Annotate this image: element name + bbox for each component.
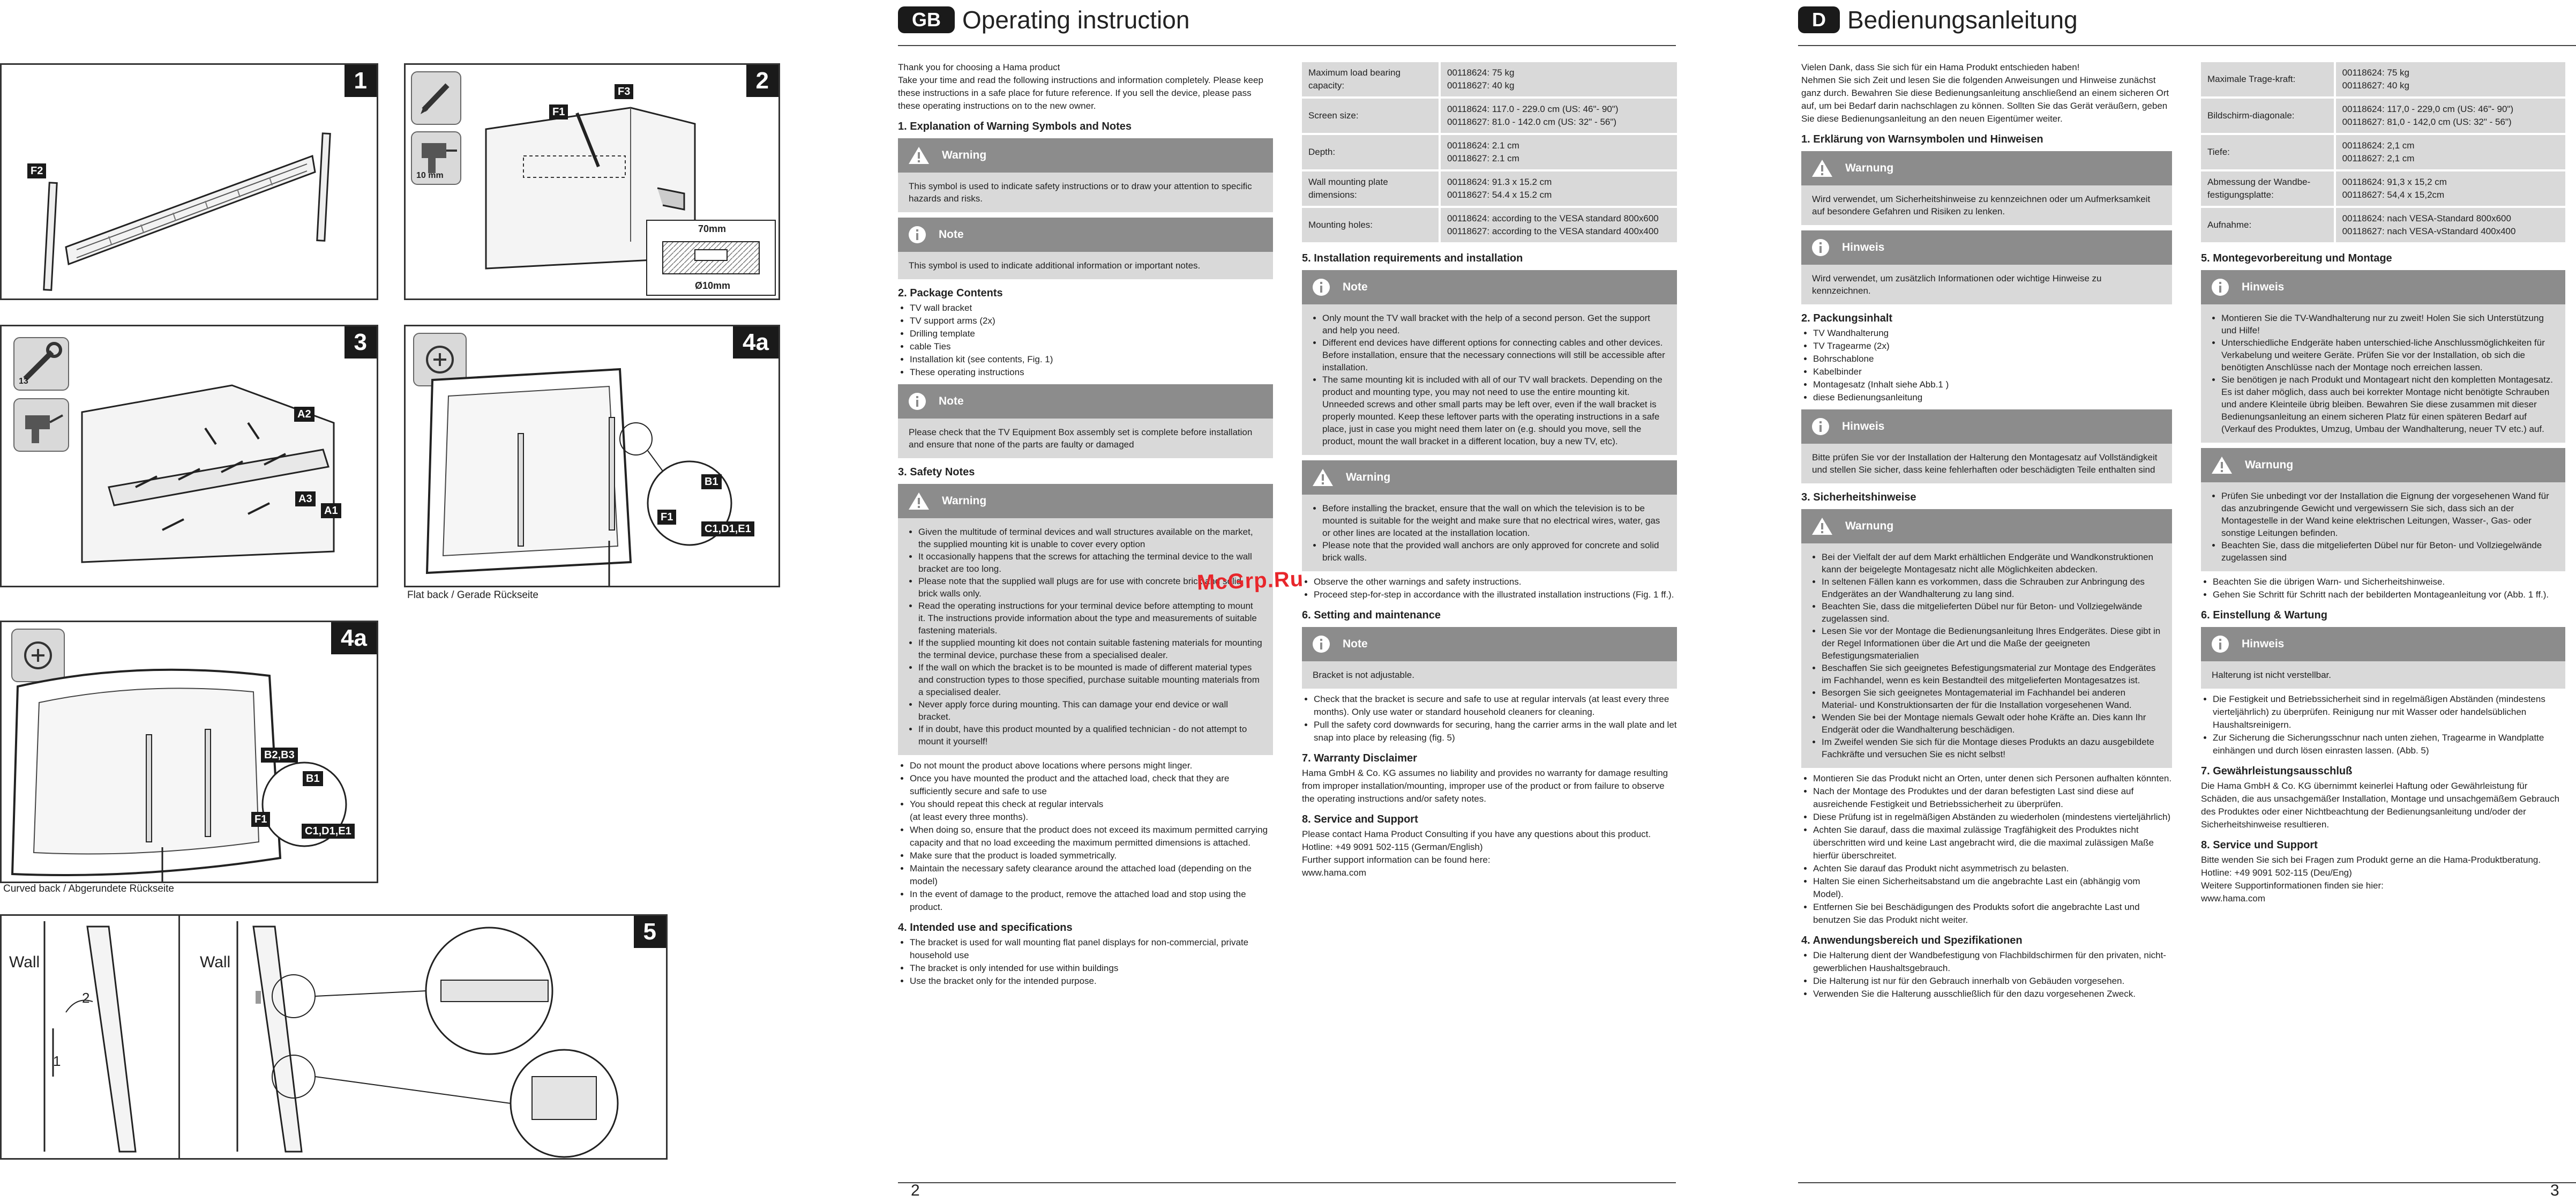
note-box [1801,409,2172,483]
section-heading: 6. Setting and maintenance [1302,609,1441,621]
info-icon [2211,278,2230,297]
warning-icon [908,146,930,165]
list-item: • Observe the other warnings and safety instructions. [1314,576,1677,588]
safety-warning-list [1812,551,2161,760]
spec-key: Mounting holes: [1302,208,1441,242]
figure-number: 1 [345,65,377,97]
part-label-f1: F1 [549,104,568,120]
warning-label: Warning [942,495,987,507]
curved-back-caption: Curved back / Abgerundete Rückseite [3,883,174,894]
table-row [2201,171,2565,206]
warning-icon [1811,517,1833,536]
install-note-list [1313,312,1666,447]
list-item: • Check that the bracket is secure and safe to use at regular intervals (at least every three months). Only use water or standard household cleaners for cleaning. [1314,693,1677,719]
warning-icon [2211,456,2233,475]
list-item: • Beachten Sie, dass die mitgelieferten Dübel nur für Beton- und Vollziegelwände zugelassen sind. [1822,600,2161,625]
spec-value: 00118624: nach VESA-Standard 800x600 [2342,213,2511,223]
list-item: • It occasionally happens that the screws for attaching the terminal device to the wall bracket are too long. [918,550,1262,575]
list-item: • The bracket is used for wall mounting flat panel displays for non-commercial, private household use [910,936,1273,962]
list-item: • Given the multitude of terminal devices and wall structures available on the market, the supplied mounting kit is unable to cover every option [918,526,1262,550]
note-box [2201,270,2565,443]
spec-value: 00118624: 117.0 - 229.0 cm (US: 46"- 90") [1447,104,1619,114]
table-row [1302,208,1677,242]
service-text: Please contact Hama Product Consulting if you have any questions about this product. Hotline: +49 9091 502-115 (German/English) Further support information can be found here: www.hama.com [1302,829,1651,878]
note-label: Note [1343,638,1368,650]
list-item: • The bracket is only intended for use within buildings [910,962,1273,975]
figure-2 [404,63,780,300]
list-item: • TV Wandhalterung [1813,327,2172,340]
note-text: This symbol is used to indicate additional information or important notes. [898,252,1273,279]
info-icon [908,225,927,244]
header-rule [1798,45,2576,46]
warning-label: Warnung [2245,459,2294,471]
list-item: • Please note that the provided wall anchors are only approved for concrete and solid brick walls. [1322,539,1666,564]
figure-number: 3 [345,326,377,359]
section-heading: 3. Safety Notes [898,466,975,478]
page-title: Bedienungsanleitung [1847,6,2078,34]
de-left-column [1801,61,2172,1005]
page-number: 3 [2550,1182,2559,1199]
section-heading: 8. Service und Support [2201,839,2318,851]
note-box [1302,270,1677,455]
section-heading: 4. Anwendungsbereich und Spezifikationen [1801,935,2023,946]
section-heading: 5. Installation requirements and installation [1302,252,1523,264]
wall-drilling-drawing [406,65,778,298]
note-text: Wird verwendet, um zusätzlich Informationen oder wichtige Hinweise zu kennzeichnen. [1801,265,2172,304]
note-label: Hinweis [2242,638,2285,650]
note-text: Bracket is not adjustable. [1302,661,1677,689]
warranty-text: Die Hama GmbH & Co. KG übernimmt keinerlei Haftung oder Gewährleistung für Schäden, die aus unsachgemäßer Installation, Montage und unsachgemäßem Gebrauch des Produktes oder einer Nichtbeachtung der Bedienungsanleitung und/oder der Sicherheitshinweise resultieren. [2201,781,2560,830]
list-item: • Gehen Sie Schritt für Schritt nach der bebilderten Montageanleitung vor (Abb. 1 ff.). [2213,588,2565,601]
table-row [2201,135,2565,169]
list-item: • diese Bedienungsanleitung [1813,391,2172,404]
list-item: • Only mount the TV wall bracket with the help of a second person. Get the support and help you need. [1322,312,1666,337]
list-item: • Die Festigkeit und Betriebssicherheit sind in regelmäßigen Abständen (mindestens vierteljährlich) zu überprüfen. Reinigung nur mit Wasser oder handelsüblichen Haushaltsreinigern. [2213,693,2565,731]
warning-box [898,138,1273,212]
section-heading: 7. Warranty Disclaimer [1302,752,1417,764]
language-badge: D [1798,6,1840,33]
note-label: Note [939,228,964,241]
warning-box [1302,460,1677,571]
part-label-a1: A1 [321,503,341,518]
warning-icon [1811,159,1833,178]
note-label: Hinweis [1842,420,1885,432]
part-label-b2-b3: B2,B3 [261,748,298,763]
info-icon [908,392,927,411]
table-row [2201,208,2565,242]
spec-value: 00118624: 117,0 - 229,0 cm (US: 46"- 90") [2342,104,2514,114]
list-item: • These operating instructions [910,366,1273,379]
figure-number: 5 [634,916,666,948]
part-label-f2: F2 [27,163,46,178]
section-heading: 6. Einstellung & Wartung [2201,609,2327,621]
drill-bit-size: 10 mm [416,171,444,180]
figure-5 [0,914,668,1160]
wall-label: Wall [9,953,40,971]
list-item: • Use the bracket only for the intended purpose. [910,975,1273,988]
note-text: Bitte prüfen Sie vor der Installation der Halterung den Montagesatz auf Vollständigkeit und stellen Sie sicher, dass keine fehlerhaften oder beschädigten Teile enthalten sind [1801,444,2172,483]
service-text: Bitte wenden Sie sich bei Fragen zum Produkt gerne an die Hama-Produktberatung. Hotline: +49 9091 502-115 (Deu/Eng) Weitere Supportinformationen finden sie hier: www.hama.com [2201,855,2541,904]
list-item: • If the supplied mounting kit does not contain suitable fastening materials for mounting the terminal device, purchase these from a specialised dealer. [918,637,1262,661]
note-label: Hinweis [2242,281,2285,293]
install-warning-list [2212,490,2555,564]
table-row [1302,171,1677,206]
maintenance-list [2201,693,2565,757]
step-label-2: 2 [82,990,90,1006]
part-label-a2: A2 [294,407,314,422]
footer-rule [1798,1182,2576,1183]
figure-4a-flat [404,325,780,587]
spec-value: 00118624: 75 kg [1447,68,1515,78]
list-item: • Die Halterung ist nur für den Gebrauch innerhalb von Gebäuden vorgesehen. [1813,975,2172,988]
list-item: • Die Halterung dient der Wandbefestigung von Flachbildschirmen für den privaten, nicht-gewerblichen Haushaltsgebrauch. [1813,949,2172,975]
list-item: • Never apply force during mounting. This can damage your end device or wall bracket. [918,698,1262,723]
gb-page-title [898,5,1189,34]
list-item: • If in doubt, have this product mounted by a qualified technician - do not attempt to mount it yourself! [918,723,1262,748]
warning-label: Warnung [1845,162,1894,174]
section-heading: 7. Gewährleistungsausschluß [2201,765,2353,777]
mounting-plate-drawing [2,326,377,586]
figure-3 [0,325,378,587]
list-item: • Proceed step-for-step in accordance with the illustrated installation instructions (Fig. 1 ff.). [1314,588,1677,601]
spec-value: 00118624: 91,3 x 15,2 cm [2342,177,2447,187]
note-box [1801,230,2172,304]
maintenance-list [1302,693,1677,744]
note-label: Hinweis [1842,241,1885,253]
list-item: • You should repeat this check at regular intervals (at least every three months). [910,798,1273,824]
list-item: • In the event of damage to the product, remove the attached load and stop using the product. [910,888,1273,914]
intro-text: Thank you for choosing a Hama product Take your time and read the following instructions and information completely. Please keep these instructions in a safe place for future reference. If you sell the device, please pass these operating instructions on to the new owner. [898,62,1263,111]
spec-value: 00118627: according to the VESA standard 400x400 [1447,226,1659,236]
package-contents-list [1801,327,2172,404]
note-label: Note [1343,281,1368,293]
intended-use-list [898,936,1273,988]
spec-value: 00118624: 2,1 cm [2342,140,2415,151]
list-item: • Installation kit (see contents, Fig. 1) [910,353,1273,366]
list-item: • Im Zweifel wenden Sie sich für die Montage dieses Produkts an dazu ausgebildete Fachkräfte und versuchen Sie es nicht selbst! [1822,736,2161,760]
warning-text: Wird verwendet, um Sicherheitshinweise zu kennzeichnen oder um Aufmerksamkeit auf besondere Gefahren und Risiken zu lenken. [1801,185,2172,225]
gb-right-column [1302,60,1677,882]
section-heading: 3. Sicherheitshinweise [1801,491,1916,503]
section-heading: 2. Package Contents [898,287,1003,299]
list-item: • Montieren Sie das Produkt nicht an Orten, unter denen sich Personen aufhalten könnten. [1813,772,2172,785]
tv-back-curved-drawing [2,622,377,882]
list-item: • Maintain the necessary safety clearance around the attached load (depending on the model) [910,862,1273,888]
list-item: • Beschaffen Sie sich geeignetes Befestigungsmaterial zur Montage des Endgerätes im Fachhandel, wenn es kein Bestandteil des mitgelieferten Montagesatzes ist. [1822,662,2161,686]
part-label-f1: F1 [251,812,270,827]
list-item: • Besorgen Sie sich geeignetes Montagematerial im Fachhandel bei anderen Material- und Konstruktionsarten der für die Installation vorgesehenen Wand. [1822,686,2161,711]
list-item: • Montieren Sie die TV-Wandhalterung nur zu zweit! Holen Sie sich Unterstützung und Hilfe! [2221,312,2555,337]
warning-box [898,484,1273,755]
warning-icon [1312,468,1334,487]
section-heading: 2. Packungsinhalt [1801,312,1893,324]
spec-value: 00118624: 75 kg [2342,68,2410,78]
flat-back-caption: Flat back / Gerade Rückseite [407,589,538,601]
spec-value: 00118624: 91.3 x 15.2 cm [1447,177,1552,187]
note-box [898,384,1273,458]
list-item: • When doing so, ensure that the product does not exceed its maximum permitted carrying capacity and that no load exceeding the maximum permitted dimensions is attached. [910,824,1273,849]
figure-number: 2 [746,65,778,97]
specifications-table [2201,60,2565,244]
dimension-diameter: Ø10mm [695,280,731,291]
figure-4a-curved [0,621,378,883]
table-row [1302,62,1677,96]
list-item: • TV support arms (2x) [910,315,1273,327]
spec-key: Maximum load bearing capacity: [1302,62,1441,96]
figure-1 [0,63,378,300]
dimension-width: 70mm [698,223,727,234]
spec-value: 00118627: 54,4 x 15,2cm [2342,190,2445,200]
hanging-arms-drawing [2,916,666,1158]
safety-warning-list [909,526,1262,748]
spec-value: 00118624: 2.1 cm [1447,140,1519,151]
part-label-f3: F3 [615,84,633,99]
spec-value: 00118627: 2.1 cm [1447,153,1519,163]
specifications-table [1302,60,1677,244]
language-badge: GB [898,6,955,33]
note-box [898,218,1273,279]
spec-value: 00118627: 54.4 x 15.2 cm [1447,190,1552,200]
spec-value: 00118627: 40 kg [1447,80,1515,91]
spec-key: Aufnahme: [2201,208,2336,242]
info-icon [2211,634,2230,654]
spec-value: 00118627: 81,0 - 142,0 cm (US: 32" - 56") [2342,117,2512,127]
list-item: • Drilling template [910,327,1273,340]
list-item: • Different end devices have different options for connecting cables and other devices. Before installation, ensure that the necessary connections will still be accessible after installation. [1322,337,1666,374]
safety-list [1801,772,2172,927]
part-label-a3: A3 [295,491,316,506]
intended-use-list [1801,949,2172,1001]
section-heading: 1. Erklärung von Warnsymbolen und Hinweisen [1801,133,2043,145]
page-number: 2 [911,1182,920,1199]
list-item: • Halten Sie einen Sicherheitsabstand um die angebrachte Last ein (abhängig vom Model). [1813,875,2172,901]
section-heading: 8. Service and Support [1302,813,1418,825]
gb-left-column [898,61,1273,992]
warning-label: Warnung [1845,520,1894,532]
section-heading: 1. Explanation of Warning Symbols and Notes [898,121,1132,132]
note-text: Please check that the TV Equipment Box assembly set is complete before installation and ensure that none of the parts are faulty or damaged [898,419,1273,458]
warning-box [2201,448,2565,571]
list-item: • Achten Sie darauf das Produkt nicht asymmetrisch zu belasten. [1813,862,2172,875]
note-label: Note [939,395,964,407]
note-text: Halterung ist nicht verstellbar. [2201,661,2565,689]
list-item: • Pull the safety cord downwards for securing, hang the carrier arms in the wall plate and let snap into place by releasing (fig. 5) [1314,719,1677,744]
spec-value: 00118627: nach VESA-vStandard 400x400 [2342,226,2516,236]
list-item: • Lesen Sie vor der Montage die Bedienungsanleitung Ihres Endgerätes. Diese gibt in der Regel Informationen über die Art und die Maße der geeigneten Befestigungsmaterialien [1822,625,2161,662]
list-item: • Verwenden Sie die Halterung ausschließlich für den dazu vorgesehenen Zweck. [1813,988,2172,1001]
list-item: • Zur Sicherung die Sicherungsschnur nach unten ziehen, Tragearme in Wandplatte einhängen und durch lösen einrasten lassen. (Abb. 5) [2213,731,2565,757]
warning-label: Warning [942,149,987,161]
info-icon [1811,238,1830,257]
list-item: • Beachten Sie, dass die mitgelieferten Dübel nur für Beton- und Vollziegelwände zugelassen sind [2221,539,2555,564]
list-item: • Beachten Sie die übrigen Warn- und Sicherheitshinweise. [2213,576,2565,588]
page-title: Operating instruction [962,6,1190,34]
header-rule [898,45,1676,46]
safety-list [898,759,1273,914]
part-label-f1: F1 [657,510,676,525]
list-item: • Montagesatz (Inhalt siehe Abb.1 ) [1813,378,2172,391]
list-item: • TV wall bracket [910,302,1273,315]
spec-value: 00118627: 81.0 - 142.0 cm (US: 32" - 56") [1447,117,1617,127]
list-item: • Do not mount the product above locations where persons might linger. [910,759,1273,772]
list-item: • Once you have mounted the product and the attached load, check that they are sufficiently secure and safe to use [910,772,1273,798]
de-page-title [1798,5,2078,34]
list-item: • Read the operating instructions for your terminal device before attempting to mount it. The instructions provide information about the type and measurements of suitable fastening materials. [918,600,1262,637]
spec-key: Tiefe: [2201,135,2336,169]
figure-number: 4a [733,326,778,359]
list-item: • Wenden Sie bei der Montage niemals Gewalt oder hohe Kräfte an. Dies kann Ihr Endgerät oder die Wandhalterung beschädigen. [1822,711,2161,736]
part-label-c1-d1-e1: C1,D1,E1 [302,824,355,839]
list-item: • Make sure that the product is loaded symmetrically. [910,849,1273,862]
list-item: • Diese Prüfung ist in regelmäßigen Abständen zu wiederholen (mindestens vierteljährlich) [1813,811,2172,824]
install-warning-list [1313,502,1666,564]
warning-label: Warning [1346,471,1391,483]
table-row [1302,135,1677,169]
wall-plate-drawing [2,65,377,298]
list-item: • Sie benötigen je nach Produkt und Montageart nicht den kompletten Montagesatz. Es ist daher möglich, dass auch bei korrekter Montage nicht benötigte Schrauben und andere Kleinteile übrig bleiben. Bewahren Sie diese zusammen mit dieser Bedienungsanleitung an einem sicheren Platz für einen späteren Bedarf auf (Verkauf des Produktes, Umzug, Umbau der Wandhalterung, neuer TV etc.) auf. [2221,374,2555,435]
table-row [1302,99,1677,133]
list-item: • Achten Sie darauf, dass die maximal zulässige Tragfähigkeit des Produktes nicht überschritten wird und keine Last angebracht wird, die die maximal zulässigen Maße hierfür überschreitet. [1813,824,2172,862]
table-row [2201,99,2565,133]
list-item: • Bei der Vielfalt der auf dem Markt erhältlichen Endgeräte und Wandkonstruktionen kann der beigelegte Montagesatz nicht alle Möglichkeiten abdecken. [1822,551,2161,576]
list-item: • TV Tragearme (2x) [1813,340,2172,353]
tv-back-flat-drawing [406,326,778,586]
spec-key: Wall mounting plate dimensions: [1302,171,1441,206]
spec-key: Screen size: [1302,99,1441,133]
list-item: • Before installing the bracket, ensure that the wall on which the television is to be mounted is suitable for the weight and make sure that no electrical wires, water, gas or other lines are located at the installation location. [1322,502,1666,539]
table-row [2201,62,2565,96]
package-contents-list [898,302,1273,379]
footer-rule [898,1182,1676,1183]
warranty-text: Hama GmbH & Co. KG assumes no liability and provides no warranty for damage resulting from improper installation/mounting, improper use of the product or from failure to observe the operating instructions and/or safety notes. [1302,768,1668,804]
intro-text: Vielen Dank, dass Sie sich für ein Hama Produkt entschieden haben! Nehmen Sie sich Zeit und lesen Sie die folgenden Anweisungen und Hinweise zunächst ganz durch. Bewahren Sie diese Bedienungsanleitung anschließend an einem sicheren Ort auf, um bei Bedarf darin nachschlagen zu können. Sollten Sie das Gerät veräußern, geben Sie diese Bedienungsanleitung an den neuen Eigentümer weiter. [1801,62,2169,124]
spec-value: 00118627: 2,1 cm [2342,153,2415,163]
spec-key: Abmessung der Wandbe-festigungsplatte: [2201,171,2336,206]
watermark: McGrp.Ru [1196,567,1304,595]
spec-key: Depth: [1302,135,1441,169]
wrench-size: 13 [19,377,28,386]
list-item: • Kabelbinder [1813,365,2172,378]
list-item: • The same mounting kit is included with all of our TV wall brackets. Depending on the product and mounting type, you may not need to use the entire mounting kit. Unneeded screws and other small parts may be left over, even if the wall bracket is properly mounted. Keep these leftover parts with the operating instructions in a safe place, just in case you might need them later on (e.g. should you move, sell the product, mount the wall bracket in a different location, buy a new TV, etc). [1322,374,1666,447]
warning-text: This symbol is used to indicate safety instructions or to draw your attention to specific hazards and risks. [898,173,1273,212]
list-item: • In seltenen Fällen kann es vorkommen, dass die Schrauben zur Anbringung des Endgerätes an der Wandhalterung zu lang sind. [1822,576,2161,600]
warning-box [1801,509,2172,768]
list-item: • cable Ties [910,340,1273,353]
info-icon [1811,417,1830,436]
figure-number: 4a [331,622,377,654]
step-label-1: 1 [53,1053,61,1069]
section-heading: 4. Intended use and specifications [898,922,1073,934]
warning-box [1801,151,2172,225]
part-label-b1: B1 [701,474,722,489]
info-icon [1312,634,1331,654]
list-item: • Prüfen Sie unbedingt vor der Installation die Eignung der vorgesehenen Wand für das anzubringende Gewicht und vergewissern Sie sich, dass sich an der Montagestelle in der Wand keine elektrischen Leitungen, Wasser-, Gas- oder sonstige Leitungen befinden. [2221,490,2555,539]
install-list [2201,576,2565,601]
part-label-b1: B1 [303,771,323,786]
info-icon [1312,278,1331,297]
section-heading: 5. Montegevorbereitung und Montage [2201,252,2392,264]
note-box [1302,627,1677,689]
de-right-column [2201,60,2565,907]
list-item: • Bohrschablone [1813,353,2172,365]
list-item: • Nach der Montage des Produktes und der daran befestigten Last sind diese auf ausreichende Festigkeit und Betriebssicherheit zu überprüfen. [1813,785,2172,811]
part-label-c1-d1-e1: C1,D1,E1 [701,521,754,536]
install-list [1302,576,1677,601]
list-item: • Unterschiedliche Endgeräte haben unterschied-liche Anschlussmöglichkeiten für Verkabelung und weitere Geräte. Prüfen Sie vor der Installation, ob sich die benötigten Anschlüsse nach der Montage noch erreichen lassen. [2221,337,2555,374]
spec-value: 00118627: 40 kg [2342,80,2410,91]
spec-value: 00118624: according to the VESA standard 800x600 [1447,213,1659,223]
list-item: • Entfernen Sie bei Beschädigungen des Produkts sofort die angebrachte Last und benutzen Sie das Produkt nicht weiter. [1813,901,2172,927]
wall-label: Wall [200,953,231,971]
list-item: • If the wall on which the bracket is to be mounted is made of different material types and construction types to those specified, purchase suitable mounting materials from a specialised dealer. [918,661,1262,698]
spec-key: Bildschirm-diagonale: [2201,99,2336,133]
note-box [2201,627,2565,689]
install-note-list [2212,312,2555,435]
spec-key: Maximale Trage-kraft: [2201,62,2336,96]
list-item: • Please note that the supplied wall plugs are for use with concrete brick and solid brick walls only. [918,575,1262,600]
warning-icon [908,491,930,511]
